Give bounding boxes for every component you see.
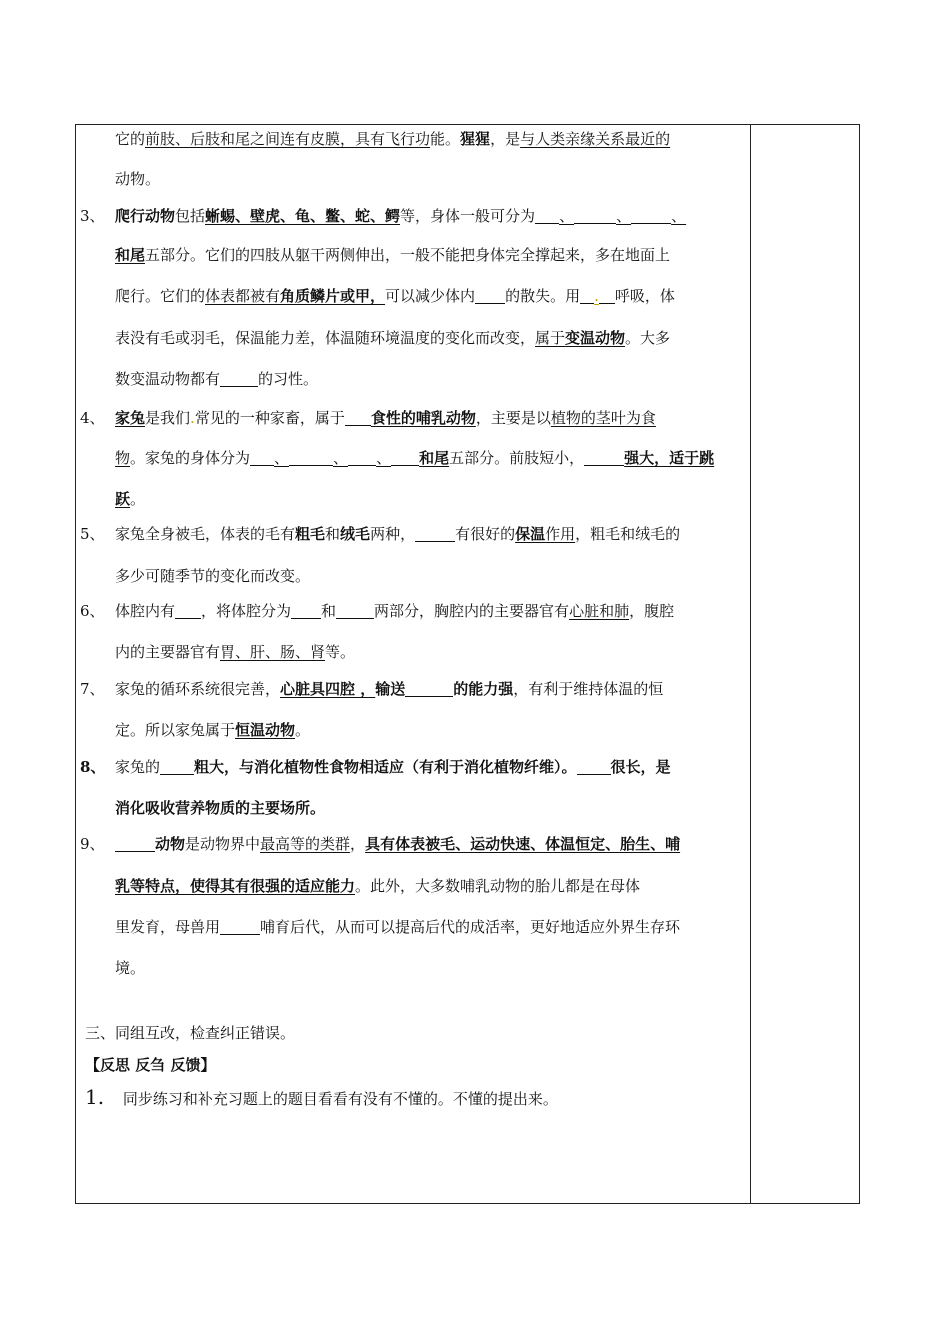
blank[interactable] xyxy=(160,757,194,775)
text: 和 xyxy=(321,602,337,620)
text: ，是 xyxy=(490,130,521,148)
text: 爬行。它们的 xyxy=(115,287,206,305)
separator: 、 xyxy=(333,449,349,467)
separator: 、 xyxy=(559,207,575,225)
underlined-bold-text: 心脏具四腔 ， xyxy=(280,680,376,698)
separator: 、 xyxy=(274,449,290,467)
text: 是动物界中 xyxy=(185,835,261,853)
bold-text: 猩猩 xyxy=(460,130,491,148)
bold-text: 粗毛 xyxy=(295,525,326,543)
text: ，粗毛和绒毛的 xyxy=(575,525,681,543)
underlined-bold-text: 保温 xyxy=(515,525,546,543)
separator: 、 xyxy=(616,207,632,225)
text: 和 xyxy=(325,525,341,543)
underlined-text: 最高等的类群 xyxy=(260,835,351,853)
text: 家兔的 xyxy=(115,758,161,776)
text: 等，身体一般可分为 xyxy=(400,207,536,225)
blank[interactable] xyxy=(599,286,615,304)
bold-text: 的能力强 xyxy=(453,680,514,698)
separator: 、 xyxy=(376,449,392,467)
blank[interactable] xyxy=(475,286,505,304)
blank[interactable] xyxy=(345,408,371,426)
item-number: 4、 xyxy=(80,409,105,427)
underlined-bold-text: 食性的哺乳动物 xyxy=(370,409,476,427)
item-number: 9、 xyxy=(80,835,105,853)
blank[interactable] xyxy=(348,448,376,466)
text: 可以减少体内 xyxy=(385,287,476,305)
blank[interactable] xyxy=(415,524,455,542)
bold-text: 粗大，与消化植物性食物相适应（有利于消化植物纤维）。 xyxy=(194,758,577,776)
text: ，主要是以 xyxy=(475,409,551,427)
text: 境。 xyxy=(115,959,146,977)
blank[interactable] xyxy=(250,448,274,466)
dot-mark: . xyxy=(594,287,599,305)
item-number: 5、 xyxy=(80,525,105,543)
text: 家兔全身被毛，体表的毛有 xyxy=(115,525,296,543)
blank[interactable] xyxy=(336,601,374,619)
text: 两部分，胸腔内的主要器官有 xyxy=(374,602,570,620)
text: 。 xyxy=(295,721,311,739)
text: 呼吸，体 xyxy=(614,287,675,305)
text: 。家兔的身体分为 xyxy=(130,449,251,467)
underlined-bold-text: 乳等特点，使得其有很强的适应能力 xyxy=(115,877,356,895)
underlined-text: 胃、肝、肠、肾 xyxy=(220,643,326,661)
item-number: 3、 xyxy=(80,207,105,225)
dot-mark: . xyxy=(190,409,195,427)
text: 包括 xyxy=(175,207,206,225)
underlined-text: 物 xyxy=(115,449,131,467)
text: 。 xyxy=(130,490,146,508)
blank[interactable] xyxy=(577,757,611,775)
underlined-text: 体表都被有 xyxy=(205,287,281,305)
blank[interactable] xyxy=(289,448,333,466)
underlined-bold-text: 角质鳞片或甲， xyxy=(280,287,386,305)
text: 动物。 xyxy=(115,170,161,188)
text: ，将体腔分为 xyxy=(201,602,292,620)
text: 的散失。用 xyxy=(505,287,581,305)
blank[interactable] xyxy=(405,679,453,697)
text: 它的 xyxy=(115,130,146,148)
text: 多少可随季节的变化而改变。 xyxy=(115,567,311,585)
blank[interactable] xyxy=(220,369,258,387)
underlined-bold-text: 跃 xyxy=(115,490,131,508)
text: 。此外，大多数哺乳动物的胎儿都是在母体 xyxy=(355,877,641,895)
text: 内的主要器官有 xyxy=(115,643,221,661)
text: 体腔内有 xyxy=(115,602,176,620)
separator: 、 xyxy=(671,207,687,225)
text: 有很好的 xyxy=(455,525,516,543)
item-number: 7、 xyxy=(80,680,105,698)
text: 是我们 xyxy=(145,409,191,427)
item-number: 1. xyxy=(85,1085,105,1109)
text: ，腹腔 xyxy=(629,602,675,620)
blank[interactable] xyxy=(291,601,321,619)
text: 的习性。 xyxy=(258,370,319,388)
underlined-bold-text: 强大，适于跳 xyxy=(624,449,715,467)
text: 家兔的循环系统很完善， xyxy=(115,680,281,698)
reflect-item-1 xyxy=(85,1082,558,1112)
bold-text: 消化吸收营养物质的主要场所。 xyxy=(115,799,326,817)
bold-text: 动物 xyxy=(155,835,186,853)
text: ， xyxy=(350,835,366,853)
blank[interactable] xyxy=(175,601,201,619)
underlined-bold-text: 恒温动物 xyxy=(235,721,296,739)
reflect-item-text: 同步练习和补充习题上的题目看看有没有不懂的。不懂的提出来。 xyxy=(122,1090,558,1108)
bold-text: 输送 xyxy=(375,680,406,698)
blank[interactable] xyxy=(580,286,594,304)
bold-text: 爬行动物 xyxy=(115,207,176,225)
blank[interactable] xyxy=(220,917,260,935)
blank[interactable] xyxy=(535,206,559,224)
underlined-text: 与人类亲缘关系最近的 xyxy=(520,130,671,148)
blank[interactable] xyxy=(631,206,671,224)
reflect-heading: 【反思 反刍 反馈】 xyxy=(85,1056,216,1074)
blank[interactable] xyxy=(115,834,155,852)
underlined-bold-text: 蜥蜴、壁虎、龟、鳖、蛇、鳄 xyxy=(205,207,401,225)
text: 数变温动物都有 xyxy=(115,370,221,388)
text: 五部分。前肢短小， xyxy=(449,449,585,467)
bold-text: 很长，是 xyxy=(610,758,671,776)
underlined-text: 心脏和肺 xyxy=(569,602,630,620)
item-number: 8、 xyxy=(80,758,106,776)
text: ，有利于维持体温的恒 xyxy=(513,680,664,698)
text: 表没有毛或羽毛，保温能力差，体温随环境温度的变化而改变， xyxy=(115,329,536,347)
blank[interactable] xyxy=(391,448,419,466)
text: 哺育后代，从而可以提高后代的成活率，更好地适应外界生存环 xyxy=(260,918,681,936)
item-number: 6、 xyxy=(80,602,105,620)
underlined-text: 属于 xyxy=(535,329,566,347)
text: 等。 xyxy=(325,643,356,661)
column-divider xyxy=(750,124,751,1204)
text: 五部分。它们的四肢从躯干两侧伸出，一般不能把身体完全撑起来，多在地面上 xyxy=(145,246,671,264)
bold-text: 绒毛 xyxy=(340,525,371,543)
section-three-title: 三、同组互改，检查纠正错误。 xyxy=(85,1024,296,1042)
underlined-bold-text: 变温动物 xyxy=(565,329,626,347)
underlined-bold-text: 和尾 xyxy=(115,246,146,264)
underlined-text: 前肢、后肢和尾之间连有皮膜，具有飞行功 xyxy=(145,130,431,148)
underlined-bold-text: 具有体表被毛、运动快速、体温恒定、胎生、哺 xyxy=(365,835,681,853)
text: 。大多 xyxy=(625,329,671,347)
underlined-text: 植物的茎叶为食 xyxy=(550,409,656,427)
text: 能。 xyxy=(430,130,461,148)
underlined-text: 作用 xyxy=(545,525,576,543)
blank[interactable] xyxy=(584,448,624,466)
text: 常见的一种家畜，属于 xyxy=(194,409,345,427)
underlined-bold-text: 家兔 xyxy=(115,409,146,427)
underlined-bold-text: 和尾 xyxy=(419,449,450,467)
blank[interactable] xyxy=(574,206,616,224)
text: 定。所以家兔属于 xyxy=(115,721,236,739)
text: 两种， xyxy=(370,525,416,543)
text: 里发育，母兽用 xyxy=(115,918,221,936)
